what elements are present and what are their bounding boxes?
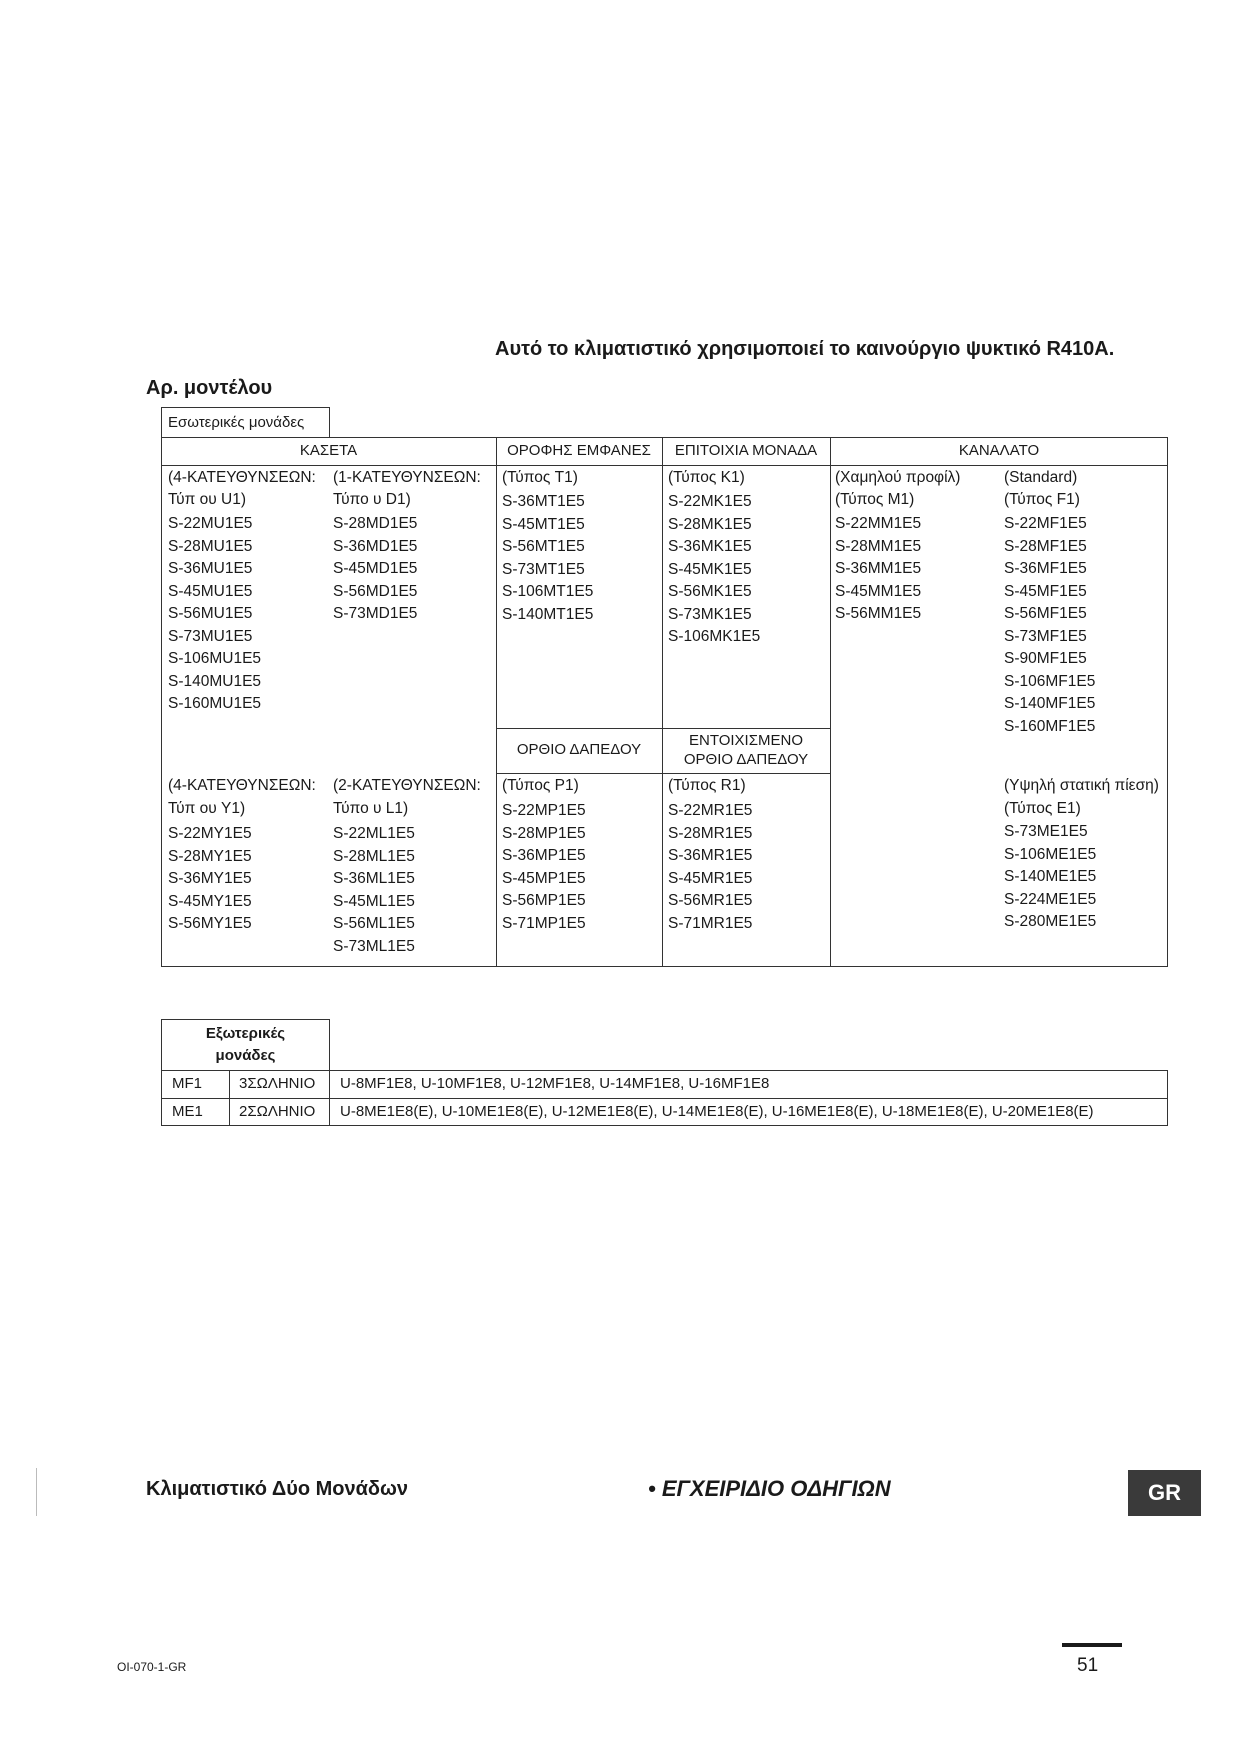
type-u1-line1: (4-ΚΑΤΕΥΘΥΝΣΕΩΝ: xyxy=(168,469,316,486)
model-item: S-90MF1E5 xyxy=(1004,650,1087,667)
model-item: S-71MR1E5 xyxy=(668,914,753,932)
models-t1 xyxy=(502,491,593,626)
header-ceiling: ΟΡΟΦΗΣ ΕΜΦΑΝΕΣ xyxy=(507,442,651,459)
manual-title: • ΕΓΧΕΙΡΙΔΙΟ ΟΔΗΓΙΩΝ xyxy=(648,1476,891,1501)
model-item: S-22MY1E5 xyxy=(168,825,252,842)
outdoor-row-code: MF1 xyxy=(172,1075,202,1092)
model-item: S-28MU1E5 xyxy=(168,537,253,555)
models-r1 xyxy=(668,800,752,935)
model-item: S-73ML1E5 xyxy=(333,937,415,955)
model-item: S-36MM1E5 xyxy=(835,560,922,577)
model-item: S-140MU1E5 xyxy=(168,672,262,690)
model-item: S-22ML1E5 xyxy=(333,825,415,842)
model-item: S-56MF1E5 xyxy=(1004,605,1087,622)
model-item: S-56MP1E5 xyxy=(502,892,586,909)
model-item: S-45ML1E5 xyxy=(333,892,415,910)
margin-rule xyxy=(36,1468,37,1516)
models-k1 xyxy=(668,491,760,649)
model-item: S-28MR1E5 xyxy=(668,824,753,842)
type-u1-line2: Τύπ ου U1) xyxy=(168,491,246,508)
model-item: S-73ME1E5 xyxy=(1004,823,1088,840)
model-item: S-36ML1E5 xyxy=(333,870,415,887)
model-item: S-45MY1E5 xyxy=(168,892,252,910)
model-item: S-36MR1E5 xyxy=(668,847,753,864)
model-item: S-36MU1E5 xyxy=(168,560,253,577)
header-duct: ΚΑΝΑΛΑΤΟ xyxy=(958,442,1040,459)
document-code: OI-070-1-GR xyxy=(117,1660,187,1674)
type-e1-line1: (Υψηλή στατική πίεση) xyxy=(1004,777,1159,794)
model-item: S-36MT1E5 xyxy=(502,493,585,510)
model-item: S-28MF1E5 xyxy=(1004,537,1087,555)
type-m1-line2: (Τύπος M1) xyxy=(835,491,915,508)
model-number-heading: Αρ. μοντέλου xyxy=(146,377,273,399)
model-item: S-45MT1E5 xyxy=(502,515,585,533)
model-item: S-22MM1E5 xyxy=(835,515,922,532)
type-m1-line1: (Χαμηλού προφίλ) xyxy=(835,469,961,486)
model-item: S-160MF1E5 xyxy=(1004,717,1096,735)
models-l1 xyxy=(333,823,415,958)
model-item: S-73MK1E5 xyxy=(668,605,752,623)
model-item: S-56ML1E5 xyxy=(333,915,415,932)
model-item: S-106MF1E5 xyxy=(1004,672,1096,690)
model-item: S-36MD1E5 xyxy=(333,537,418,555)
model-item: S-45MD1E5 xyxy=(333,560,418,577)
model-item: S-73MT1E5 xyxy=(502,560,585,578)
models-e1 xyxy=(1004,821,1096,934)
model-item: S-56MK1E5 xyxy=(668,583,752,600)
model-item: S-28MK1E5 xyxy=(668,515,752,533)
model-item: S-36MF1E5 xyxy=(1004,560,1087,577)
type-y1-line2: Τύπ ου Y1) xyxy=(168,800,246,817)
model-item: S-140MF1E5 xyxy=(1004,695,1096,712)
models-m1 xyxy=(835,513,921,626)
model-item: S-106MU1E5 xyxy=(168,650,262,667)
type-d1-line1: (1-ΚΑΤΕΥΘΥΝΣΕΩΝ: xyxy=(333,469,481,486)
product-title: Κλιματιστικό Δύο Μονάδων xyxy=(146,1478,409,1500)
model-item: S-71MP1E5 xyxy=(502,914,586,932)
model-item: S-106MT1E5 xyxy=(502,583,594,600)
outdoor-row-type: 3ΣΩΛΗΝΙΟ xyxy=(239,1075,316,1092)
model-item: S-45MM1E5 xyxy=(835,582,922,600)
type-t1: (Τύπος T1) xyxy=(502,469,578,486)
models-y1 xyxy=(168,823,252,936)
model-item: S-73MD1E5 xyxy=(333,605,418,622)
header-concealed-floor-line1: ΕΝΤΟΙΧΙΣΜΕΝΟ xyxy=(688,732,803,749)
model-item: S-280ME1E5 xyxy=(1004,913,1097,930)
model-item: S-22MP1E5 xyxy=(502,802,586,819)
outdoor-row-code: ME1 xyxy=(172,1103,203,1120)
page-number: 51 xyxy=(1077,1655,1099,1676)
model-item: S-28MP1E5 xyxy=(502,824,586,842)
models-d1 xyxy=(333,513,417,626)
refrigerant-notice: Αυτό το κλιματιστικό χρησιμοποιεί το καινούργιο ψυκτικό R410A. xyxy=(495,338,1115,360)
type-r1: (Τύπος R1) xyxy=(668,777,746,794)
model-item: S-45MU1E5 xyxy=(168,582,253,600)
models-u1 xyxy=(168,513,261,716)
model-item: S-22MK1E5 xyxy=(668,493,752,510)
model-item: S-36MK1E5 xyxy=(668,538,752,555)
header-concealed-floor-line2: ΟΡΘΙΟ ΔΑΠΕΔΟΥ xyxy=(683,751,809,768)
model-item: S-56MR1E5 xyxy=(668,892,753,909)
model-item: S-36MY1E5 xyxy=(168,870,252,887)
header-wall: ΕΠΙΤΟΙΧΙΑ ΜΟΝΑΔΑ xyxy=(674,442,818,459)
outdoor-label-line2: μονάδες xyxy=(215,1047,276,1064)
model-item: S-56MU1E5 xyxy=(168,605,253,622)
model-item: S-56MM1E5 xyxy=(835,605,922,622)
model-item: S-56MT1E5 xyxy=(502,538,585,555)
type-k1: (Τύπος K1) xyxy=(668,469,745,486)
outdoor-row-type: 2ΣΩΛΗΝΙΟ xyxy=(239,1103,316,1120)
type-d1-line2: Τύπο υ D1) xyxy=(333,491,411,508)
model-item: S-160MU1E5 xyxy=(168,695,262,712)
page-number-rule xyxy=(1062,1643,1122,1647)
outdoor-row-models: U-8MF1E8, U-10MF1E8, U-12MF1E8, U-14MF1E8, U-16MF1E8 xyxy=(340,1075,770,1092)
type-f1-line2: (Τύπος F1) xyxy=(1004,491,1080,508)
type-e1-line2: (Τύπος E1) xyxy=(1004,800,1081,817)
models-p1 xyxy=(502,800,586,935)
models-f1 xyxy=(1004,513,1095,738)
header-cassette: ΚΑΣΕΤΑ xyxy=(299,442,358,459)
model-item: S-28MD1E5 xyxy=(333,515,418,532)
model-item: S-36MP1E5 xyxy=(502,847,586,864)
type-l1-line1: (2-ΚΑΤΕΥΘΥΝΣΕΩΝ: xyxy=(333,777,481,794)
model-item: S-22MU1E5 xyxy=(168,515,253,532)
model-item: S-28MY1E5 xyxy=(168,847,252,865)
header-floor-standing: ΟΡΘΙΟ ΔΑΠΕΔΟΥ xyxy=(516,741,642,758)
model-item: S-140MT1E5 xyxy=(502,605,594,623)
model-item: S-73MF1E5 xyxy=(1004,627,1087,645)
model-item: S-106ME1E5 xyxy=(1004,845,1097,863)
type-p1: (Τύπος P1) xyxy=(502,777,579,794)
type-y1-line1: (4-ΚΑΤΕΥΘΥΝΣΕΩΝ: xyxy=(168,777,316,794)
model-item: S-22MF1E5 xyxy=(1004,515,1087,532)
model-item: S-45MP1E5 xyxy=(502,869,586,887)
model-item: S-106MK1E5 xyxy=(668,628,761,645)
indoor-units-label: Εσωτερικές μονάδες xyxy=(168,414,305,431)
model-item: S-28ML1E5 xyxy=(333,847,415,865)
model-item: S-73MU1E5 xyxy=(168,627,253,645)
model-item: S-56MD1E5 xyxy=(333,582,418,600)
model-item: S-224ME1E5 xyxy=(1004,890,1097,908)
model-item: S-28MM1E5 xyxy=(835,537,922,555)
type-f1-line1: (Standard) xyxy=(1004,469,1078,486)
outdoor-label-line1: Εξωτερικές xyxy=(205,1025,286,1042)
type-l1-line2: Τύπο υ L1) xyxy=(333,800,409,817)
outdoor-row-models: U-8ME1E8(E), U-10ME1E8(E), U-12ME1E8(E), U-14ME1E8(E), U-16ME1E8(E), U-18ME1E8(E), U-20ME1E8(E) xyxy=(340,1103,1094,1120)
model-item: S-45MF1E5 xyxy=(1004,582,1087,600)
model-item: S-56MY1E5 xyxy=(168,915,252,932)
model-item: S-45MK1E5 xyxy=(668,560,752,578)
model-item: S-140ME1E5 xyxy=(1004,868,1097,885)
model-item: S-45MR1E5 xyxy=(668,869,753,887)
language-badge: GR xyxy=(1128,1470,1201,1516)
model-item: S-22MR1E5 xyxy=(668,802,753,819)
